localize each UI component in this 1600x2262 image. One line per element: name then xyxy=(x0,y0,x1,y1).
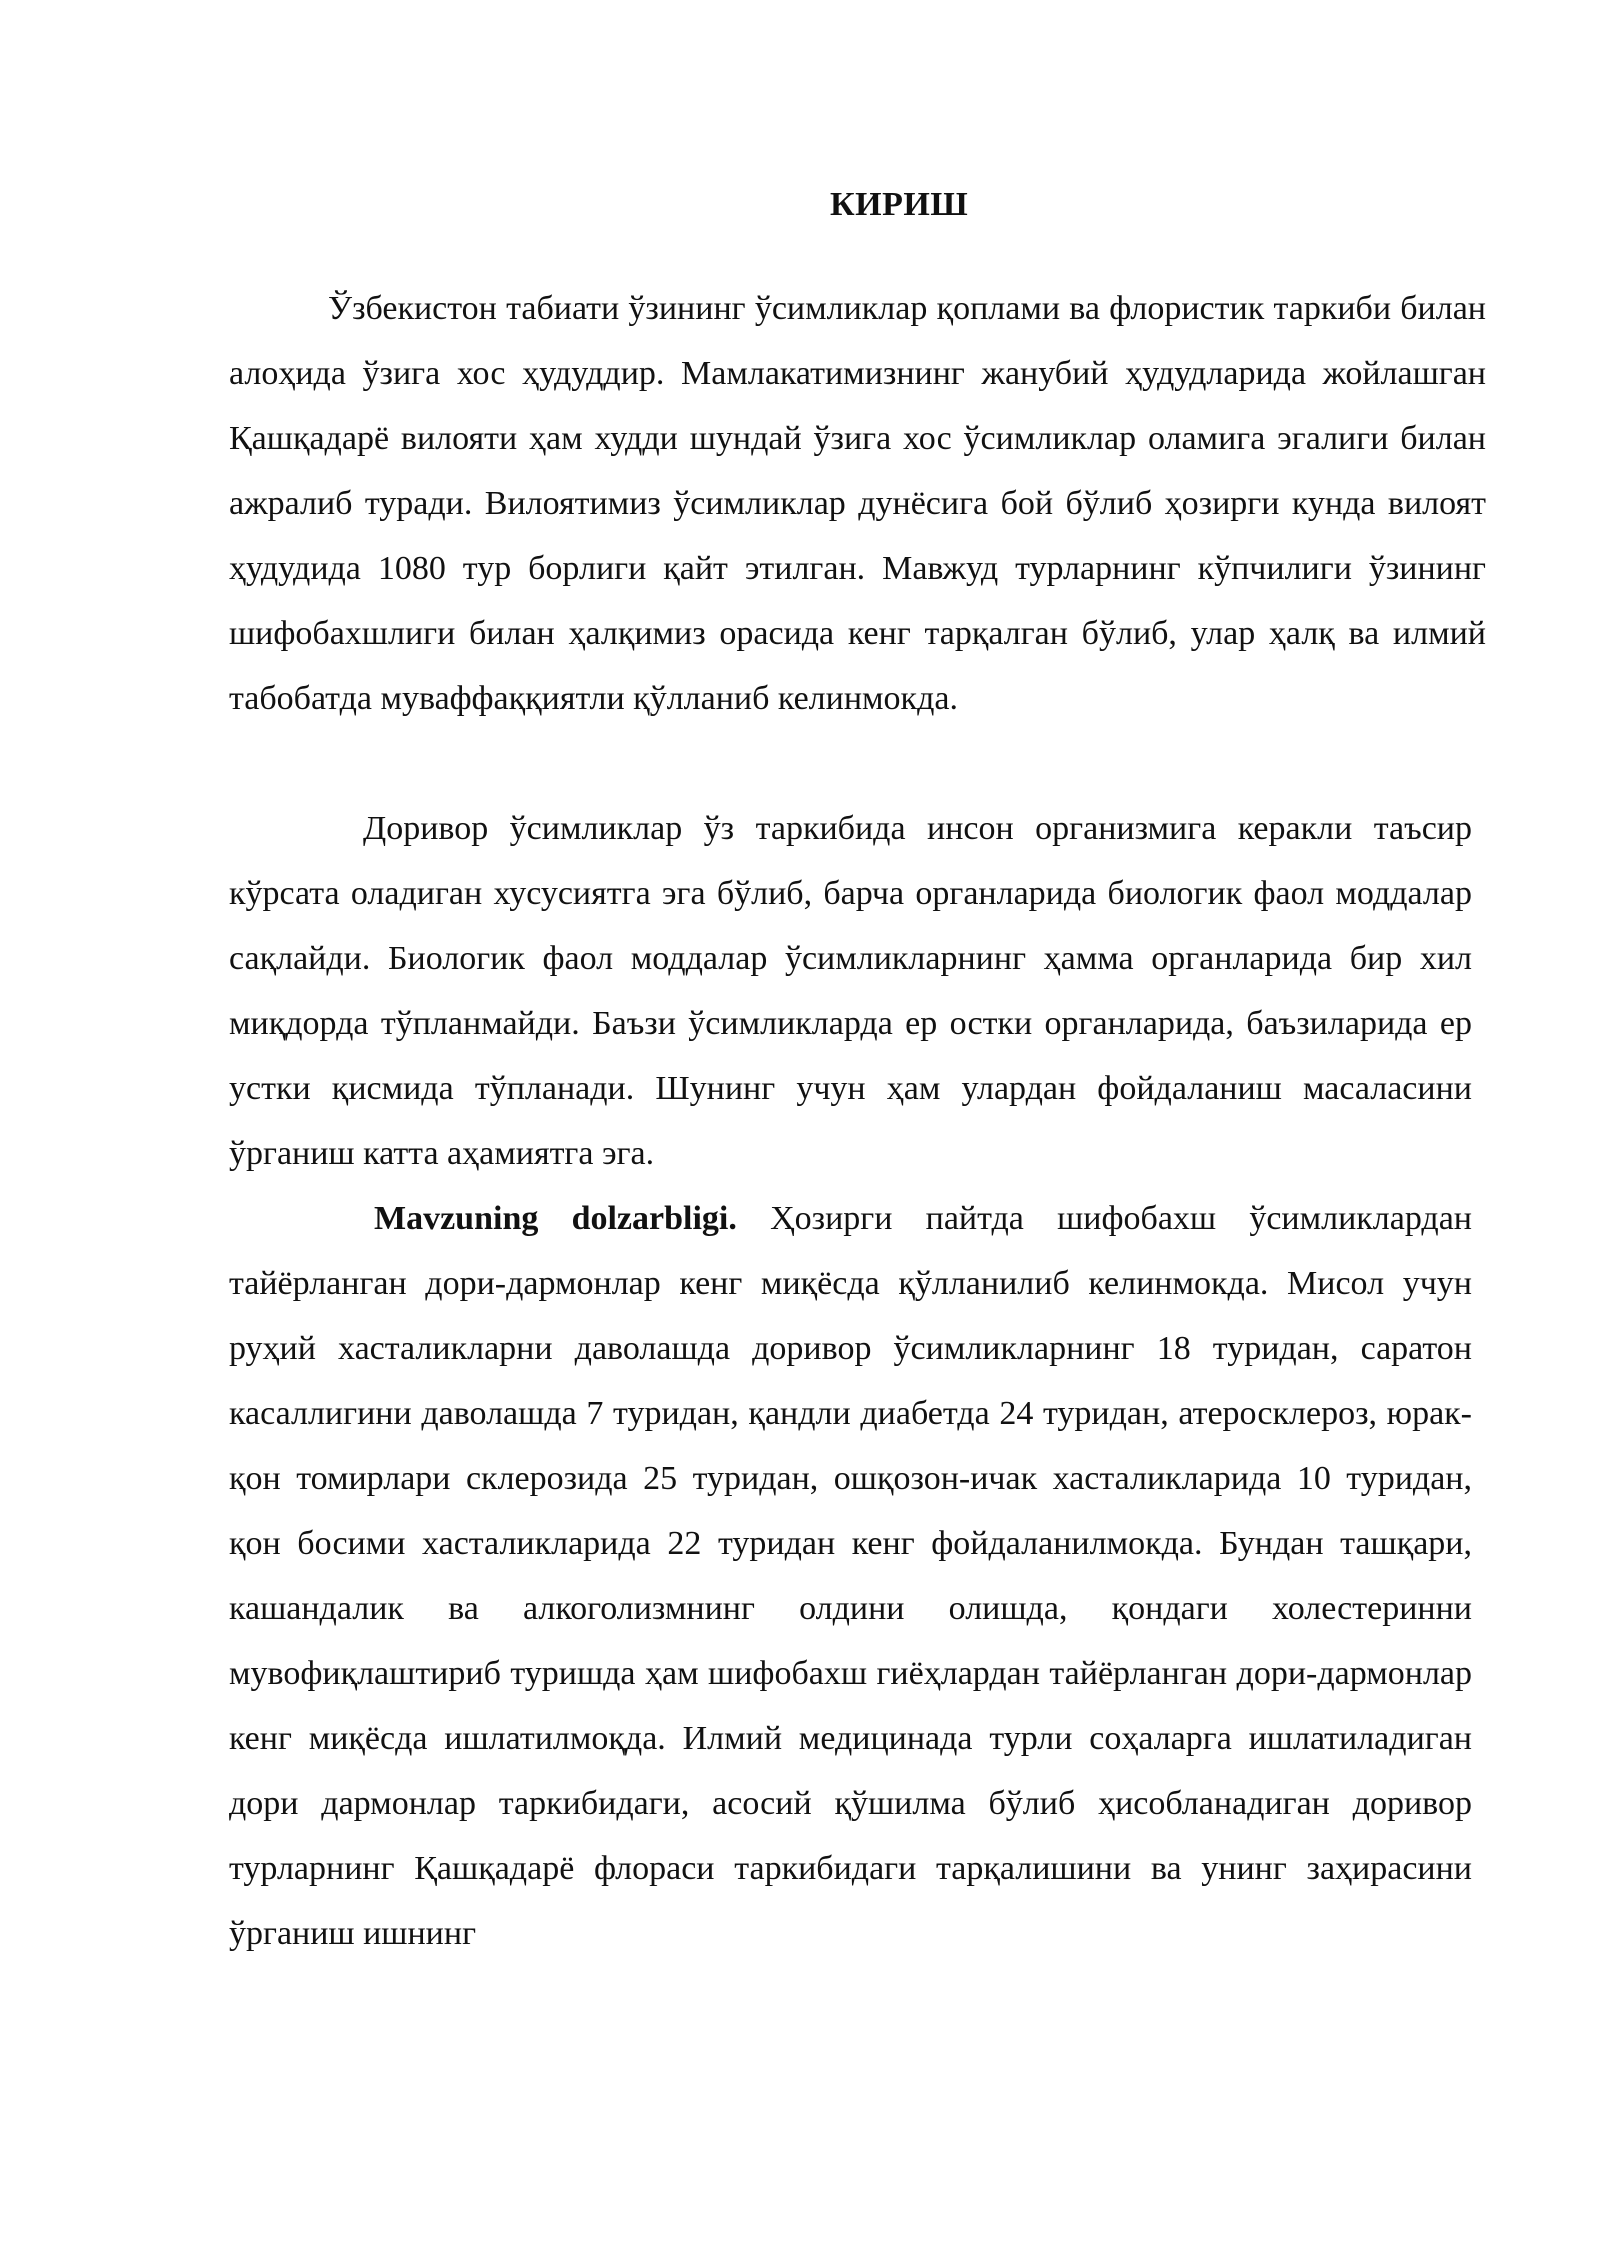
relevance-heading: Mavzuning dolzarbligi. xyxy=(374,1200,737,1237)
medicinal-plants-paragraph: Доривор ўсимликлар ўз таркибида инсон организмига керакли таъсир кўрсата оладиган хусусиятга эга бўлиб, барча органларида биологик фаол моддалар сақлайди. Биологик фаол моддалар ўсимликларнинг ҳамма органларида бир хил миқдорда тўпланмайди. Баъзи ўсимликларда ер остки органларида, баъзиларида ер устки қисмида тўпланади. Шунинг учун ҳам улардан фойдаланиш масаласини ўрганиш катта аҳамиятга эга. xyxy=(229,810,1472,1172)
relevance-text: Ҳозирги пайтда шифобахш ўсимликлардан тайёрланган дори-дармонлар кенг миқёсда қўлланилиб келинмокда. Мисол учун руҳий хасталикларни даволашда доривор ўсимликларнинг 18 туридан, саратон касаллигини даволашда 7 туридан, қандли диабетда 24 туридан, атеросклероз, юрак-қон томирлари склерозида 25 туридан, ошқозон-ичак хасталикларида 10 туридан, қон босими хасталикларида 22 туридан кенг фойдаланилмокда. Бундан ташқари, кашандалик ва алкоголизмнинг олдини олишда, қондаги холестеринни мувофиқлаштириб туришда ҳам шифобахш гиёҳлардан тайёрланган дори-дармонлар кенг миқёсда ишлатилмоқда. Илмий медицинада турли соҳаларга ишлатиладиган дори дармонлар таркибидаги, асосий қўшилма бўлиб ҳисобланадиган доривор турларнинг Қашқадарё флораси таркибидаги тарқалишини ва унинг заҳирасини ўрганиш ишнинг xyxy=(229,1200,1472,1952)
relevance-paragraph xyxy=(229,1186,1472,1966)
intro-paragraph: Ўзбекистон табиати ўзининг ўсимликлар қоплами ва флористик таркиби билан алоҳида ўзига хос ҳудуддир. Мамлакатимизнинг жанубий ҳудудларида жойлашган Қашқадарё вилояти ҳам худди шундай ўзига хос ўсимликлар оламига эгалиги билан ажралиб туради. Вилоятимиз ўсимликлар дунёсига бой бўлиб ҳозирги кунда вилоят ҳудудида 1080 тур борлиги қайт этилган. Мавжуд турларнинг кўпчилиги ўзининг шифобахшлиги билан ҳалқимиз орасида кенг тарқалган бўлиб, улар ҳалқ ва илмий табобатда муваффаққиятли қўлланиб келинмокда. xyxy=(229,290,1486,717)
page-title: КИРИШ xyxy=(830,186,969,223)
